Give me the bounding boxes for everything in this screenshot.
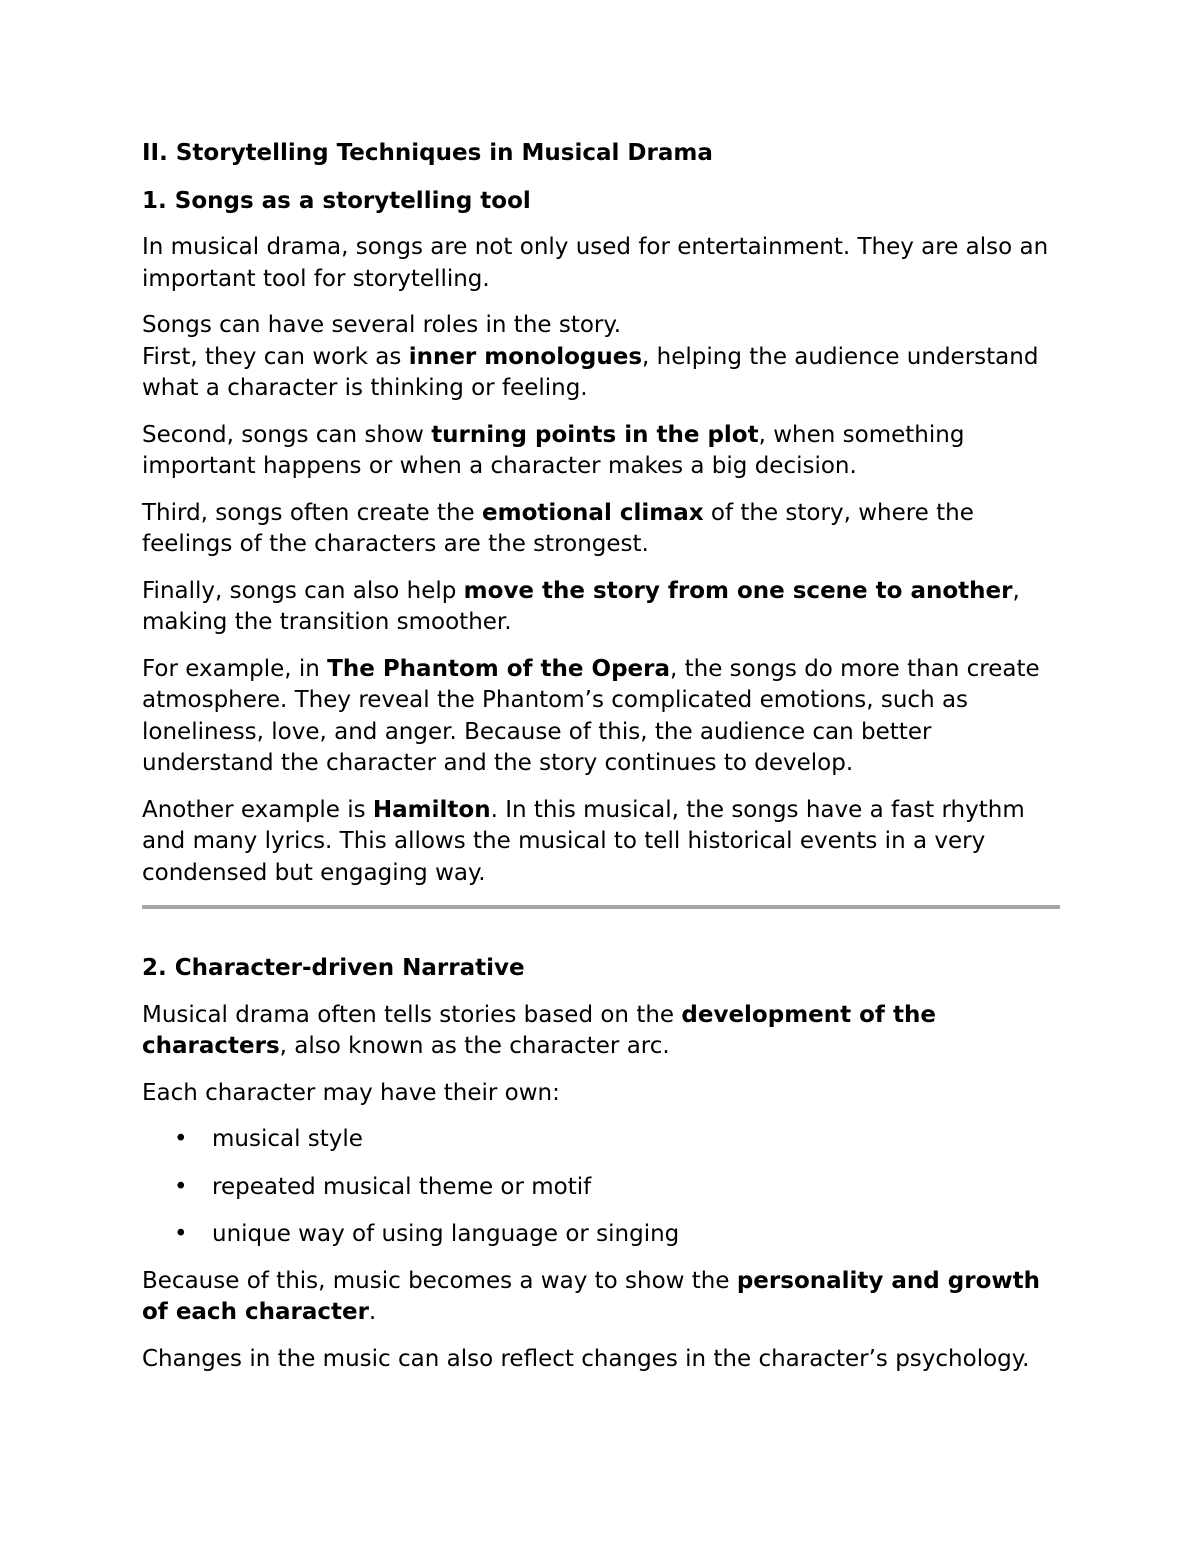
list-item-text: repeated musical theme or motif xyxy=(212,1173,592,1200)
paragraph-turning-points xyxy=(142,420,1062,483)
text: Another example is xyxy=(142,796,373,823)
text: , the songs do more than create atmosphere. They reveal the Phantom’s complicated emotions, such as loneliness, love, and anger. Because of this, the audience can better understand the character and the story continues to develop. xyxy=(142,655,1040,776)
bullet-icon: • xyxy=(174,1126,188,1152)
text: , also known as the character arc. xyxy=(279,1033,670,1059)
bold-hamilton: Hamilton xyxy=(372,796,491,823)
paragraph-songs-intro: In musical drama, songs are not only used for entertainment. They are also an important tool for storytelling. xyxy=(142,234,1049,292)
bold-phantom-of-the-opera: The Phantom of the Opera xyxy=(327,655,670,682)
bold-turning-points: turning points in the plot xyxy=(431,421,759,448)
text: , when something important happens or when a character makes a big decision. xyxy=(142,421,965,479)
list-item-text: unique way of using language or singing xyxy=(212,1221,680,1247)
paragraph-music-changes: Changes in the music can also reflect changes in the character’s psychology. xyxy=(142,1345,1030,1372)
list-item xyxy=(142,1124,1062,1156)
text: Musical drama often tells stories based on the xyxy=(142,1001,682,1028)
paragraph-emotional-climax xyxy=(142,498,1062,561)
list-item xyxy=(142,1219,1062,1251)
bold-personality-growth: personality and growth of each character xyxy=(142,1267,1040,1325)
section-divider xyxy=(142,905,1060,909)
text: . xyxy=(368,1299,377,1325)
bold-development-of-characters: development of the characters xyxy=(142,1001,936,1059)
paragraph-phantom-example xyxy=(142,654,1062,780)
paragraph-each-character: Each character may have their own: xyxy=(142,1079,560,1106)
text: For example, in xyxy=(142,655,328,682)
text: of the story, where the feelings of the characters are the strongest. xyxy=(142,499,974,557)
bullet-list xyxy=(142,1124,1062,1251)
text: Because of this, music becomes a way to show the xyxy=(142,1267,737,1294)
section-title: II. Storytelling Techniques in Musical Drama xyxy=(142,140,713,166)
paragraph-personality-growth xyxy=(142,1266,1062,1329)
text: , helping the audience understand what a character is thinking or feeling. xyxy=(142,343,1039,401)
paragraph-scene-transition xyxy=(142,576,1062,639)
text: Third, songs often create the xyxy=(142,499,483,526)
bold-emotional-climax: emotional climax xyxy=(482,499,704,526)
paragraph-character-arc xyxy=(142,1000,1062,1063)
text: . In this musical, the songs have a fast rhythm and many lyrics. This allows the musical to tell historical events in a very condensed but engaging way. xyxy=(142,796,1025,886)
text: Second, songs can show xyxy=(142,421,432,448)
bold-move-story: move the story from one scene to another xyxy=(463,577,1013,604)
bullet-icon: • xyxy=(174,1221,188,1247)
bold-inner-monologues: inner monologues xyxy=(408,343,643,370)
text: Finally, songs can also help xyxy=(142,577,464,604)
subsection-title-character-driven: 2. Character-driven Narrative xyxy=(142,955,525,981)
paragraph-inner-monologues xyxy=(142,342,1062,405)
list-item-text: musical style xyxy=(212,1126,363,1152)
list-item xyxy=(142,1172,1062,1204)
text: , making the transition smoother. xyxy=(142,577,1020,635)
paragraph-hamilton-example xyxy=(142,795,1062,890)
subsection-title-songs: 1. Songs as a storytelling tool xyxy=(142,187,531,214)
document-page xyxy=(142,138,1062,1390)
bullet-icon: • xyxy=(174,1173,188,1200)
paragraph-songs-roles: Songs can have several roles in the story. xyxy=(142,312,622,338)
text: First, they can work as xyxy=(142,343,409,370)
